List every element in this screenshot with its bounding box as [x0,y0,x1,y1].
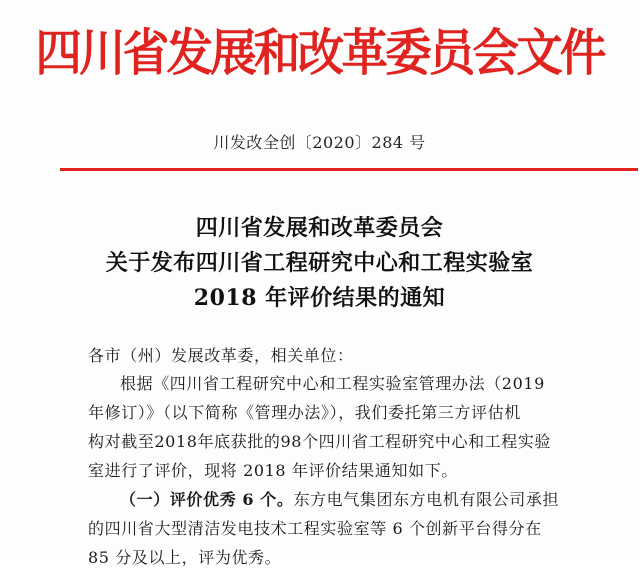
notice-title-line-2: 关于发布四川省工程研究中心和工程实验室 [105,250,534,276]
notice-title-line-1: 四川省发展和改革委员会 [195,215,444,241]
red-divider-rule [60,168,638,171]
notice-title-line-3: 2018 年评价结果的通知 [193,285,446,311]
paragraph-line: 根据《四川省工程研究中心和工程实验室管理办法（2019 [120,374,545,393]
issuer-red-header: 四川省发展和改革委员会文件 [35,23,604,82]
paragraph-line: 年修订）》（以下简称《管理办法》），我们委托第三方评估机 [88,403,521,422]
section-1-heading: （一）评价优秀 6 个。 [120,490,294,509]
section-1-first-line [120,486,559,513]
paragraph-line: 85 分及以上，评为优秀。 [88,548,282,567]
paragraph-line: 室进行了评价，现将 2018 年评价结果通知如下。 [88,461,458,480]
salutation: 各市（州）发展改革委，相关单位： [88,346,354,365]
section-1-text: 东方电气集团东方电机有限公司承担 [293,490,560,509]
document-number: 川发改全创〔2020〕284 号 [213,133,426,152]
paragraph-line: 构对截至2018年底获批的98个四川省工程研究中心和工程实验 [88,432,552,451]
paragraph-line: 的四川省大型清洁发电技术工程实验室等 6 个创新平台得分在 [88,519,542,538]
